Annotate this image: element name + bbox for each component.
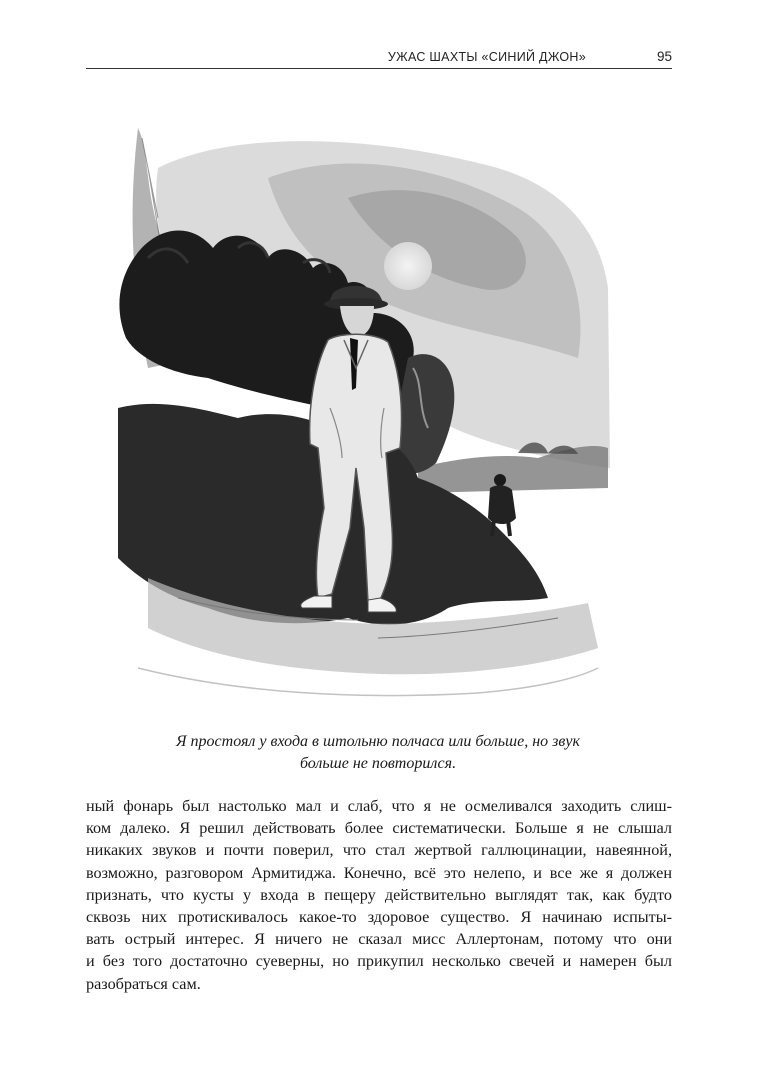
body-line: ный фонарь был настолько мал и слаб, что я не осмеливался заходить слиш- [86, 797, 672, 815]
body-line: возможно, разговором Армитиджа. Конечно, всё это нелепо, и все же я должен [86, 863, 672, 882]
running-title: УЖАС ШАХТЫ «СИНИЙ ДЖОН» [387, 50, 586, 64]
body-line: вать острый интерес. Я ничего не сказал мисс Аллертонам, потому что они [86, 930, 672, 949]
body-line: и без того достаточно суеверны, но прикупил несколько свечей и намерен был [86, 952, 672, 971]
header-rule [86, 68, 672, 69]
illustration-caption [100, 731, 656, 775]
body-line: сквозь них протискивалось какое-то здоровое существо. Я начинаю испыты- [86, 907, 672, 926]
body-line: ком далеко. Я решил действовать более систематически. Больше я не слышал [86, 819, 672, 838]
page-number: 95 [656, 49, 672, 64]
running-head [86, 46, 672, 70]
body-line: признать, что кусты у входа в пещеру действительно выглядят так, как будто [86, 885, 672, 904]
engraved-illustration [118, 108, 618, 708]
body-text [86, 795, 672, 995]
body-line: разобраться сам. [86, 974, 201, 993]
caption-line: Я простоял у входа в штольню полчаса или больше, но звук [176, 733, 580, 750]
body-line: никаких звуков и почти поверил, что стал жертвой галлюцинации, навеянной, [86, 841, 672, 860]
caption-line: больше не повторился. [299, 755, 457, 772]
